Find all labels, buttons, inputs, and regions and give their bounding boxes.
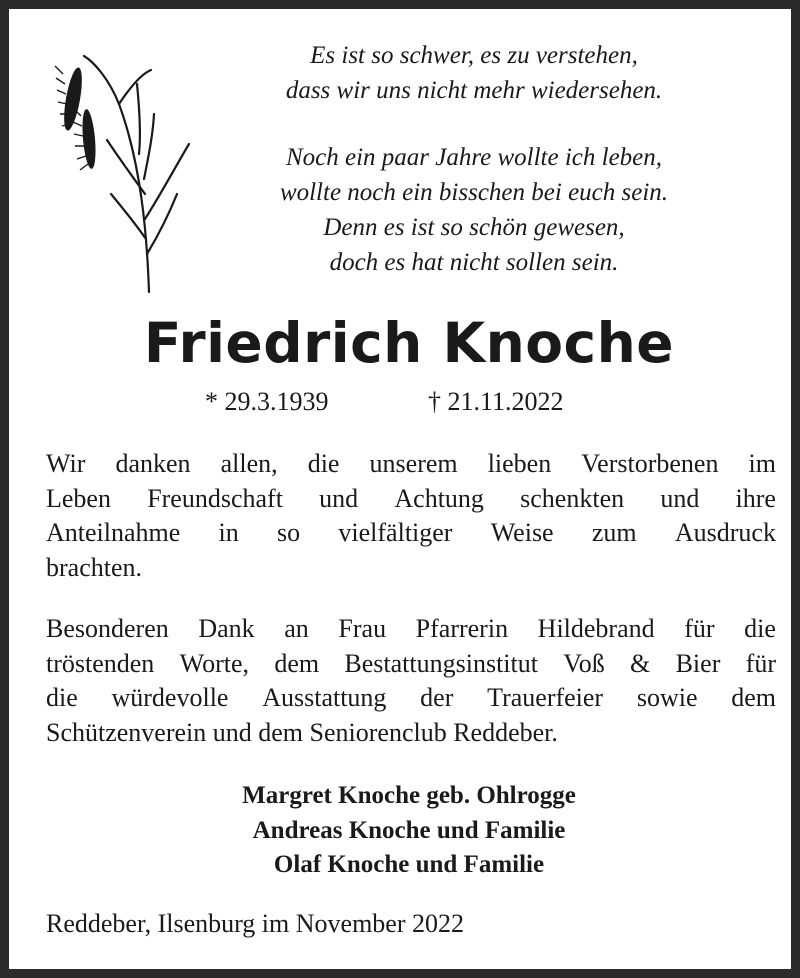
word: Achtung — [394, 483, 484, 513]
text-line — [46, 681, 776, 716]
poem-line: Noch ein paar Jahre wollte ich leben, — [285, 144, 663, 171]
word: Worte, — [179, 648, 250, 678]
text-line — [46, 482, 776, 517]
poem-stanza-2 — [194, 140, 754, 280]
word: der — [420, 683, 454, 712]
poem-stanza-1 — [194, 38, 754, 108]
word: Frau — [338, 614, 387, 643]
word: die — [307, 449, 340, 478]
word: Anteilnahme — [46, 518, 181, 547]
birth-date: * 29.3.1939 — [205, 387, 329, 416]
death-date: † 21.11.2022 — [428, 387, 564, 416]
word: schenkten — [520, 483, 625, 513]
word: dem — [274, 648, 320, 678]
word: Ausdruck — [674, 518, 776, 547]
word: und — [660, 483, 700, 513]
poem-line: doch es hat nicht sollen sein. — [329, 249, 619, 276]
word: Besonderen — [46, 614, 169, 643]
text-line — [46, 447, 776, 482]
word: Weise — [490, 518, 554, 547]
word: vielfältiger — [338, 518, 453, 547]
word: Dank — [198, 614, 255, 643]
word: im — [748, 449, 776, 478]
word: Pfarrerin — [415, 614, 509, 643]
word: und — [319, 483, 359, 513]
word: so — [277, 518, 301, 547]
thanks-paragraph-2 — [46, 612, 776, 750]
word: die — [744, 614, 776, 643]
deceased-name: Friedrich Knoche — [143, 311, 675, 375]
word: würdevolle — [111, 683, 229, 712]
word: für — [745, 648, 776, 678]
signer-name: Olaf Knoche und Familie — [273, 851, 545, 878]
word: für — [684, 614, 715, 643]
word: unserem — [369, 449, 458, 478]
word: Trauerfeier — [487, 683, 604, 712]
word: in — [218, 518, 239, 547]
signer-name: Margret Knoche geb. Ohlrogge — [242, 782, 576, 809]
poem-line: dass wir uns nicht mehr wiedersehen. — [285, 77, 663, 104]
word: Hildebrand — [537, 614, 655, 643]
word: an — [284, 614, 309, 643]
text-line — [46, 647, 776, 682]
word: Verstorbenen — [581, 449, 719, 478]
life-dates — [9, 387, 800, 423]
text-line — [46, 516, 776, 551]
thanks-paragraph-1 — [46, 447, 776, 585]
signers-block — [9, 779, 800, 883]
wheat-ear-icon — [49, 44, 199, 304]
word: Schützenverein und dem Seniorenclub Reddeber. — [46, 717, 558, 747]
text-line — [46, 551, 776, 586]
place-and-date: Reddeber, Ilsenburg im November 2022 — [46, 909, 464, 938]
text-line — [46, 612, 776, 647]
poem-line: Es ist so schwer, es zu verstehen, — [310, 42, 638, 69]
word: ihre — [735, 483, 776, 513]
word: allen, — [220, 449, 278, 478]
word: tröstenden — [46, 648, 155, 678]
word: & — [630, 648, 651, 678]
text-line — [46, 716, 776, 751]
word: Bestattungsinstitut — [344, 648, 538, 678]
word: die — [46, 683, 78, 712]
word: sowie — [636, 683, 698, 712]
signer-name: Andreas Knoche und Familie — [252, 816, 566, 844]
word: Voß — [563, 648, 605, 678]
word: zum — [591, 518, 637, 547]
word: dem — [731, 683, 776, 712]
word: Ausstattung — [262, 683, 387, 712]
word: Wir — [46, 449, 86, 478]
word: Freundschaft — [147, 483, 283, 513]
poem-line: wollte noch ein bisschen bei euch sein. — [279, 179, 669, 206]
word: Leben — [46, 483, 111, 513]
word: lieben — [487, 449, 552, 478]
word: Bier — [675, 648, 721, 678]
poem-line: Denn es ist so schön gewesen, — [323, 214, 625, 241]
word: brachten. — [46, 552, 143, 582]
word: danken — [115, 449, 191, 478]
